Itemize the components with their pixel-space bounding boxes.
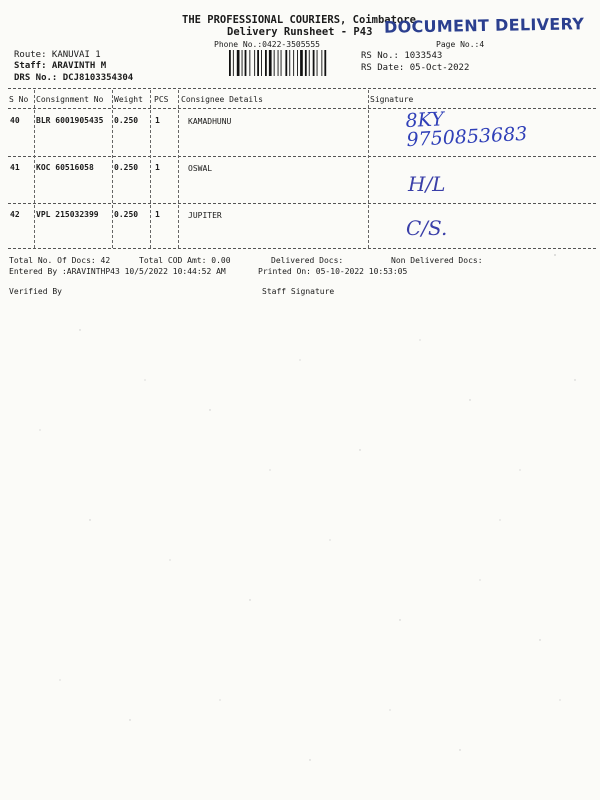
row-weight: 0.250 <box>114 116 139 125</box>
header-sno: S No <box>9 95 29 104</box>
route-label: Route: KANUVAI 1 <box>14 50 101 60</box>
row-rule-1 <box>8 156 596 157</box>
document-delivery-stamp: DOCUMENT DELIVERY <box>383 14 585 37</box>
row-weight: 0.250 <box>114 210 139 219</box>
header-pcs: PCS <box>154 95 169 104</box>
col-divider <box>34 90 35 248</box>
table-bottom-rule <box>8 248 596 249</box>
staff-label: Staff: ARAVINTH M <box>14 61 107 71</box>
col-divider <box>150 90 151 248</box>
staff-signature: Staff Signature <box>262 287 335 296</box>
company-title: THE PROFESSIONAL COURIERS, Coimbatore <box>182 14 416 26</box>
total-docs: Total No. Of Docs: 42 <box>9 256 111 265</box>
row-consignee: OSWAL <box>188 164 213 173</box>
non-delivered-docs: Non Delivered Docs: <box>391 256 483 265</box>
drs-number: DRS No.: DCJ8103354304 <box>14 73 134 83</box>
header-signature: Signature <box>370 95 414 104</box>
row-consignment: BLR 6001905435 <box>36 116 104 125</box>
barcode <box>228 50 354 76</box>
header-consignment: Consignment No <box>36 95 104 104</box>
row-pcs: 1 <box>155 116 160 125</box>
total-cod: Total COD Amt: 0.00 <box>139 256 231 265</box>
header-weight: Weight <box>114 95 143 104</box>
rs-date: RS Date: 05-Oct-2022 <box>361 63 470 73</box>
row-sno: 42 <box>10 210 20 219</box>
row-consignment: KOC 60516058 <box>36 163 94 172</box>
row-sno: 40 <box>10 116 20 125</box>
row-rule-2 <box>8 203 596 204</box>
row-consignee: KAMADHUNU <box>188 117 232 126</box>
row-sno: 41 <box>10 163 20 172</box>
handwritten-signature: C/S. <box>406 216 448 240</box>
rs-number: RS No.: 1033543 <box>361 51 443 61</box>
col-divider <box>178 90 179 248</box>
page-number: Page No.:4 <box>436 40 485 49</box>
row-consignment: VPL 215032399 <box>36 210 99 219</box>
row-weight: 0.250 <box>114 163 139 172</box>
header-consignee: Consignee Details <box>181 95 263 104</box>
row-pcs: 1 <box>155 163 160 172</box>
table-top-rule <box>8 88 596 89</box>
col-divider <box>112 90 113 248</box>
runsheet-title: Delivery Runsheet - P43 <box>227 26 373 38</box>
col-divider <box>368 90 369 248</box>
row-pcs: 1 <box>155 210 160 219</box>
delivered-docs: Delivered Docs: <box>271 256 344 265</box>
verified-by: Verified By <box>9 287 62 296</box>
phone-number: Phone No.:0422-3505555 <box>214 40 320 49</box>
handwritten-signature: H/L <box>408 172 446 196</box>
handwritten-signature: 8KY 9750853683 <box>404 108 528 152</box>
entered-by: Entered By :ARAVINTHP43 10/5/2022 10:44:52 AM <box>9 267 226 276</box>
row-consignee: JUPITER <box>188 211 222 220</box>
printed-on: Printed On: 05-10-2022 10:53:05 <box>258 267 408 276</box>
